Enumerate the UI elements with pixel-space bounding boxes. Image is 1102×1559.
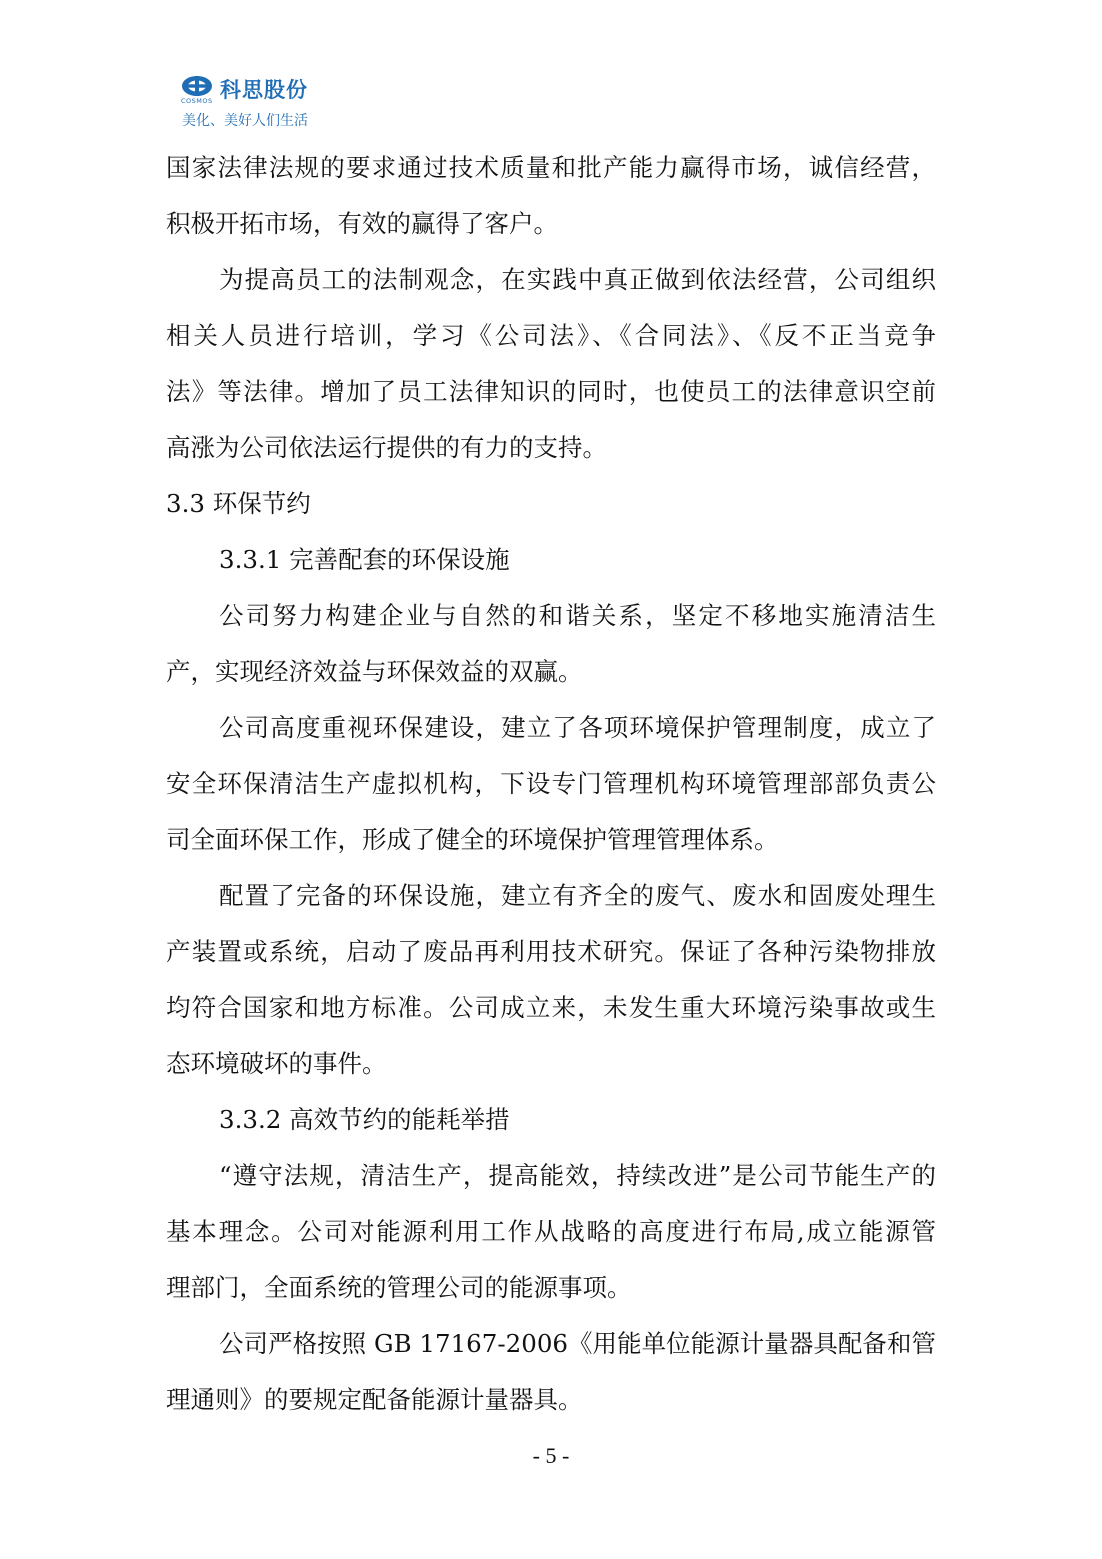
text-line: 高涨为公司依法运行提供的有力的支持。 [166,433,607,462]
paragraph-start-line: “遵守法规，清洁生产，提高能效，持续改进”是公司节能生产的 [219,1161,936,1190]
paragraph-start-line: 公司高度重视环保建设，建立了各项环境保护管理制度，成立了 [219,713,936,742]
page-header [180,72,420,132]
text-line: 国家法律法规的要求通过技术质量和批产能力赢得市场，诚信经营， [166,153,936,182]
text-line: 理部门，全面系统的管理公司的能源事项。 [166,1273,632,1302]
text-line: 司全面环保工作，形成了健全的环境保护管理管理体系。 [166,825,779,854]
text-line: 相关人员进行培训，学习《公司法》、《合同法》、《反不正当竞争 [166,321,936,350]
text-line: 理通则》的要规定配备能源计量器具。 [166,1385,583,1414]
brand-slogan: 美化、美好人们生活 [182,113,308,129]
section-heading: 3.3 环保节约 [166,489,311,518]
text-line: 产装置或系统，启动了废品再利用技术研究。保证了各种污染物排放 [166,937,936,966]
text-line: 法》等法律。增加了员工法律知识的同时，也使员工的法律意识空前 [166,377,936,406]
page-number: - 5 - [532,1443,570,1468]
text-line: 积极开拓市场，有效的赢得了客户。 [166,209,558,238]
text-line: 态环境破坏的事件。 [166,1049,387,1078]
text-line: 均符合国家和地方标准。公司成立来，未发生重大环境污染事故或生 [166,993,936,1022]
subsection-heading: 3.3.1 完善配套的环保设施 [219,545,510,574]
brand-name: 科思股份 [220,78,308,102]
logo-subtext: COSMOS [181,97,213,105]
paragraph-start-line: 配置了完备的环保设施，建立有齐全的废气、废水和固废处理生 [219,881,936,910]
document-body [166,140,936,1428]
paragraph-start-line: 公司严格按照 GB 17167-2006《用能单位能源计量器具配备和管 [219,1329,936,1358]
subsection-heading: 3.3.2 高效节约的能耗举措 [219,1105,510,1134]
text-line: 安全环保清洁生产虚拟机构，下设专门管理机构环境管理部部负责公 [166,769,936,798]
text-line: 基本理念。公司对能源利用工作从战略的高度进行布局,成立能源管 [166,1217,936,1246]
paragraph-start-line: 为提高员工的法制观念，在实践中真正做到依法经营，公司组织 [219,265,936,294]
text-line: 产，实现经济效益与环保效益的双赢。 [166,657,583,686]
paragraph-start-line: 公司努力构建企业与自然的和谐关系，坚定不移地实施清洁生 [219,601,936,630]
